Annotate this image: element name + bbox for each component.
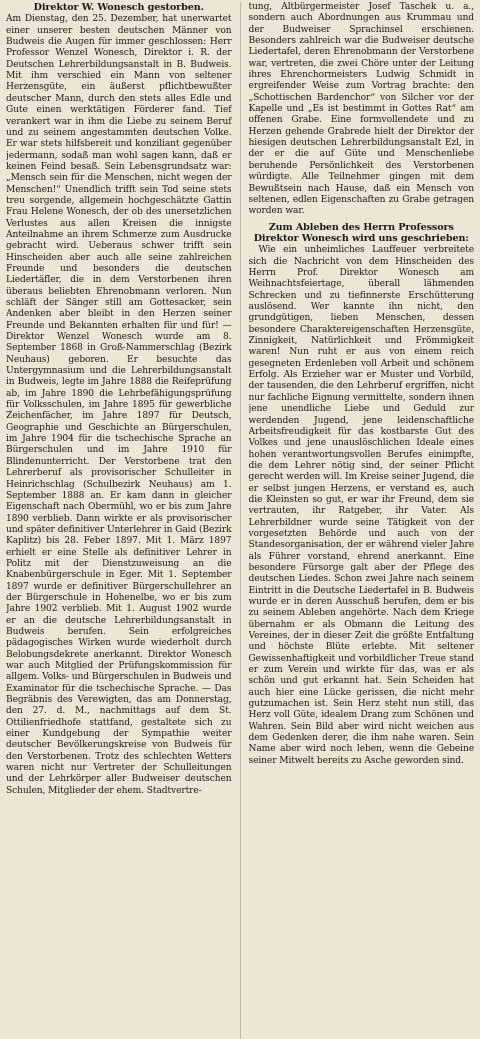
right-column [249,2,475,1039]
article2-headline: Zum Ableben des Herrn Professors Direktor Wonesch wird uns geschrieben: [253,221,469,244]
left-column [6,2,232,1039]
article1-headline: Direktor W. Wonesch gestorben. [33,2,204,13]
article1-body-right: tung, Altbürgermeister Josef Taschek u. a., sondern auch Abordnungen aus Krummau und der Budweiser Sprachinsel erschienen. Besonders zahlreich war die Budweiser deutsche Liedertafel, deren Ehrenobmann der Verstorbene war, vertreten, die zwei Chöre unter der Leitung ihres Ehrenchormeisters Ludwig Schmidt in ergreifender Weise zum Vortrag brachte: den „Schottischen Bardenchor“ von Silcher vor der Kapelle und „Es ist bestimmt in Gottes Rat“ am offenen Grabe. Eine formvollendete und zu Herzen gehende Grabrede hielt der Direktor der hiesigen deutschen Lehrerbildungsanstalt Ezl, in der er die auf Güte und Menschenliebe beruhende Persönlichkeit des Verstorbenen würdigte. Alle Teilnehmer gingen mit dem Bewußtsein nach Hause, daß ein Mensch von seltenen, edlen Eigenschaften zu Grabe getragen worden war. [248,2,474,217]
column-divider [240,2,241,1039]
article1-body-left: Am Dienstag, den 25. Dezember, hat unerwartet einer unserer besten deutschen Männer von Budweis die Augen für immer geschlossen: Herr Professor Wenzel Wonesch, Direktor i. R. der Deutschen Lehrerbildungsanstalt in B. Budweis. Mit ihm verschied ein Mann von seltener Herzensgüte, ein äußerst pflichtbewußter deutscher Mann, durch den stets alles Edle und Gute einen werktätigen Förderer fand. Tief verankert war in ihm die Liebe zu seinem Beruf und zu seinem angestammten deutschen Volke. Er war stets hilfsbereit und konziliant gegenüber jedermann, sodaß man wohl sagen kann, daß er keinen Feind besaß. Sein Lebensgrundsatz war: „Mensch sein für die Menschen, nicht wegen der Menschen!“ Unendlich trifft sein Tod seine stets treu sorgende, allgemein hochgeschätzte Gattin Frau Helene Wonesch, der ob des unersetzlichen Verlustes aus allen Kreisen die innigste Anteilnahme an ihrem Schmerze zum Ausdrucke gebracht wird. Ueberaus schwer trifft sein Hinscheiden aber auch alle seine zahlreichen Freunde und besonders die deutschen Liedertäfler, die in dem Verstorbenen ihren überaus beliebten Ehrenobmann verloren. Nun schläft der Sänger still am Gottesacker, sein Andenken aber bleibt in den Herzen seiner Freunde und Bekannten erhalten für und für! — Direktor Wenzel Wonesch wurde am 8. September 1868 in Groß-Nammerschlag (Bezirk Neuhaus) geboren. Er besuchte das Untergymnasium und die Lehrerbildungsanstalt in Budweis, legte im Jahre 1888 die Reifeprüfung ab, im Jahre 1890 die Lehrbefähigungsprüfung für Volksschulen, im Jahre 1895 für gewerbliche Zeichenfächer, im Jahre 1897 für Deutsch, Geographie und Geschichte an Bürgerschulen, im Jahre 1904 für die tschechische Sprache an Bürgerschulen und im Jahre 1910 für Blindenunterricht. Der Verstorbene trat den Lehrerberuf als provisorischer Schulleiter in Heinrichschlag (Schulbezirk Neuhaus) am 1. September 1888 an. Er kam dann in gleicher Eigenschaft nach Obermühl, wo er bis zum Jahre 1890 verblieb. Dann wirkte er als provisorischer und später definitiver Unterlehrer in Gaid (Bezirk Kaplitz) bis 28. Feber 1897. Mit 1. März 1897 erhielt er eine Stelle als definitiver Lehrer in Politz mit der Dienstzuweisung an die Knabenbürgerschule in Eger. Mit 1. September 1897 wurde er definitiver Bürgerschullehrer an der Bürgerschule in Hohenelbe, wo er bis zum Jahre 1902 verblieb. Mit 1. August 1902 wurde er an die deutsche Lehrerbildungsanstalt in Budweis berufen. Sein erfolgreiches pädagogisches Wirken wurde wiederholt durch Belobungsdekrete anerkannt. Direktor Wonesch war auch Mitglied der Prüfungskommission für allgem. Volks- und Bürgerschulen in Budweis und Examinator für die tschechische Sprache. — Das Begräbnis des Verewigten, das am Donnerstag, den 27. d. M., nachmittags auf dem St. Ottilienfriedhofe stattfand, gestaltete sich zu einer Kundgebung der Sympathie weiter deutscher Bevölkerungskreise von Budweis für den Verstorbenen. Trotz des schlechten Wetters waren nicht nur Vertreter der Schulleitungen und der Lehrkörper aller Budweiser deutschen Schulen, Mitglieder der ehem. Stadtvertre- [6,14,232,796]
column-layout [6,2,474,1039]
article2-body: Wie ein unheimliches Lauffeuer verbreitete sich die Nachricht von dem Hinscheiden des Herrn Prof. Direktor Wonesch am Weihnachtsfeiertage, überall lähmenden Schrecken und zu tiefinnerste Erschütterung auslösend. Wer kannte ihn nicht, den grundgütigen, lieben Menschen, dessen besondere Charaktereigenschaften Herzensgüte, Zinnigkeit, Natürlichkeit und Frömmigkeit waren! Nun ruht er aus von einem reich gesegneten Erdenleben voll Arbeit und schönem Erfolg. Als Erzieher war er Muster und Vorbild, der tausenden, die den Lehrberuf ergriffen, nicht nur fachliche Eignung vermittelte, sondern ihnen jene unendliche Liebe und Geduld zur werdenden Jugend, jene leidenschaftliche Arbeitsfreudigkeit für das kostbarste Gut des Volkes und jene unauslöschlichen Ideale eines hohen verantwortungsvollen Berufes einimpfte, die dem Lehrer nötig sind, der seiner Pflicht gerecht werden will. Im Kreise seiner Jugend, die er selbst jungen Herzens, er verstand es, auch die Kleinsten so gut, er war ihr Freund, dem sie vertrauten, ihr Ratgeber, ihr Vater. Als Lehrerbildner wurde seine Tätigkeit von der vorgesetzten Behörde und auch von der Standesorganisation, der er während vieler Jahre als Führer vorstand, ehrend anerkannt. Eine besondere Fürsorge galt aber der Pflege des deutschen Liedes. Schon zwei Jahre nach seinem Eintritt in die Deutsche Liedertafel in B. Budweis wurde er in deren Ausschuß berufen, dem er bis zu seinem Ableben angehörte. Nach dem Kriege übernahm er als Obmann die Leitung des Vereines, der in dieser Zeit die größte Entfaltung und höchste Blüte erlebte. Mit seltener Gewissenhaftigkeit und vorbildlicher Treue stand er zum Verein und wirkte für das, was er als schön und gut erkannt hat. Sein Scheiden hat auch hier eine Lücke gerissen, die nicht mehr gutzumachen ist. Sein Herz steht nun still, das Herz voll Güte, idealem Drang zum Schönen und Wahren. Sein Bild aber wird nicht weichen aus dem Gedenken derer, die ihm nahe waren. Sein Name aber wird noch leben, wenn die Gebeine seiner Mitwelt bereits zu Asche geworden sind. [248,245,474,766]
